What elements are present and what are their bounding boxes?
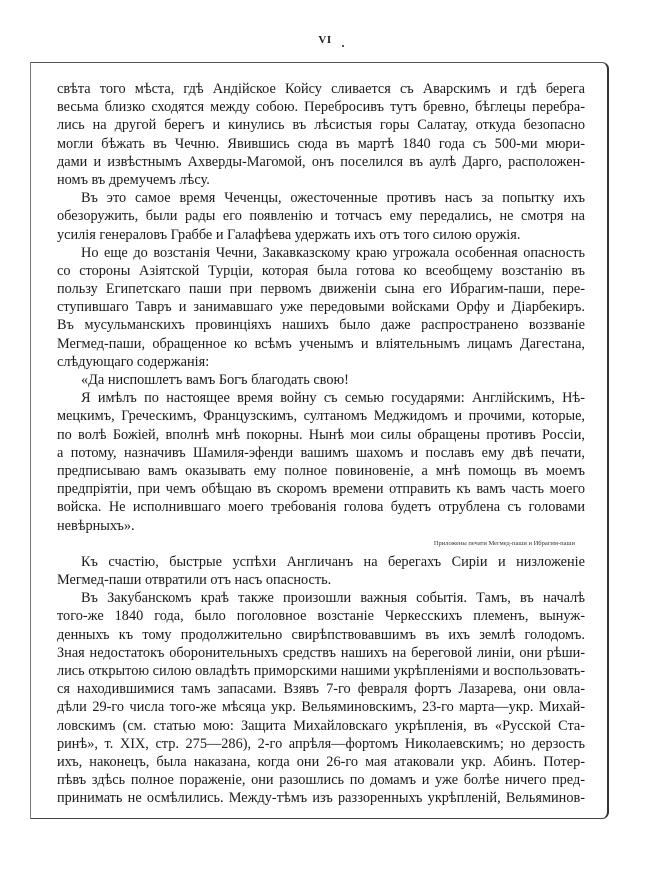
text-line: предпріятіи, при чемъ обѣщаю въ скоромъ времени отправить къ вамъ часть моего [57,481,585,498]
paragraph [57,589,585,807]
paragraph [57,389,585,535]
paragraph [57,189,585,244]
text-line: ринѣ», т. XIX, стр. 275—286), 2-го апрѣля—фортомъ Николаевскимъ; но дерзость [57,735,585,752]
paragraph [57,553,585,589]
text-line: Зная недостатокъ оборонительныхъ средствъ нашихъ на береговой линіи, они рѣши- [57,644,585,661]
text-line: номъ въ дремучемъ лѣсу. [57,171,210,188]
text-line: «Да ниспошлетъ вамъ Богъ благодать свою! [81,372,349,388]
text-line: невѣрныхъ». [57,517,135,534]
text-line: лись на другой берегъ и кинулись въ лѣсистыя горы Салатау, откуда безопасно [57,117,585,134]
text-line: того-же 1840 года, было поголовное возстаніе Черкесскихъ племенъ, вынуж- [57,608,585,625]
text-line: по волѣ Божіей, вполнѣ мнѣ покорны. Нынѣ мои силы обращены противъ Россіи, [57,426,585,443]
paragraph [57,371,585,389]
text-line: денныхъ къ тому продолжительно свирѣпствовавшимъ въ ихъ землѣ голодомъ. [57,626,585,643]
text-line: Мегмед-паши отвратили отъ насъ опасность. [57,572,332,589]
text-line: ся находившимися тамъ запасами. Взявъ 7-го февраля фортъ Лазарева, они овла- [57,681,585,698]
text-line: дами и извѣстнымъ Ахверды-Магомой, онъ поселился въ аулѣ Дарго, расположен- [57,153,585,170]
text-line: со стороны Азіятской Турціи, которая была готова ко всеобщему возстанію въ [57,262,585,279]
text-line: принимать не осмѣлились. Между-тѣмъ изъ раззоренныхъ укрѣпленій, Вельяминов- [57,790,585,807]
text-line: слѣдующаго содержанія: [57,353,210,370]
text-line: мецкимъ, Греческимъ, Французскимъ, султаномъ Меджидомъ и прочими, которые, [57,408,585,425]
text-line: войска. Не исполнившаго моего требованія голова будетъ отрублена съ головами [57,499,585,516]
seal-caption: Приложены печати Мегмед-паши и Ибрагим-паши [433,539,575,547]
paragraph [57,80,585,189]
text-line: обезоружить, были рады его появленію и тотчасъ ему передались, не смотря на [57,208,585,225]
text-line: дѣли 29-го числа того-же мѣсяца укр. Вельяминовскимъ, 23-го марта—укр. Михай- [57,699,585,716]
body-text [57,80,585,808]
text-line: пѣвъ здѣсь полное пораженіе, они разошлись по домамъ и уже болѣе ничего пред- [57,772,585,789]
text-line: Я имѣлъ по настоящее время войну съ семью государями: Англійскимъ, Нѣ- [81,390,585,407]
text-line: ступившаго Тавръ и занимавшаго уже передовыми войсками Орфу и Діарбекиръ. [57,299,585,316]
text-line: Въ мусульманскихъ провинціяхъ нашихъ было даже распространено воззваніе [57,317,585,334]
print-speck [342,45,344,47]
text-line: пользу Египетскаго паши при первомъ движеніи сына его Ибрагим-паши, пере- [57,281,585,298]
paragraph [57,244,585,371]
text-line: Въ это самое время Чеченцы, ожесточенные противъ насъ за попытку ихъ [81,190,585,207]
text-line: Къ счастію, быстрые успѣхи Англичанъ на берегахъ Сиріи и низложеніе [81,553,585,570]
text-line: ловскимъ (см. статью мою: Защита Михайловскаго укрѣпленія, въ «Русской Ста- [57,717,585,734]
text-line: Но еще до возстанія Чечни, Закавказскому краю угрожала особенная опасность [81,244,585,261]
text-line: могли бѣжать въ Чечню. Явившись сюда въ мартѣ 1840 года съ 500-ми мюри- [57,135,585,152]
text-line: свѣта того мѣста, гдѣ Андійское Койсу сливается съ Аварскимъ и гдѣ берега [57,81,585,97]
text-line: усилія генераловъ Граббе и Галафѣева удержать ихъ отъ того силою оружія. [57,226,521,243]
text-line: Мегмед-паши, обращенное ко всѣмъ ученымъ и вліятельнымъ лицамъ Дагестана, [57,335,585,352]
text-line: лись открытою силою овладѣть приморскими нашими укрѣпленіями и воспользовать- [57,663,585,679]
text-line: Въ Закубанскомъ краѣ также произошли важныя событія. Тамъ, въ началѣ [81,590,585,607]
text-line: а потому, назначивъ Шамиля-эфенди вашимъ шахомъ и пославъ ему двѣ печати, [57,444,585,461]
text-line: предписываю вамъ оказывать ему полное повиновеніе, а мнѣ помощь въ моемъ [57,462,585,479]
text-line: ихъ, наконецъ, была наказана, когда они 26-го мая атаковали укр. Абинъ. Потер- [57,753,585,770]
text-line: весьма близко сходятся между собою. Перебросивъ тутъ бревно, бѣглецы перебра- [57,99,585,116]
page-number: VI [318,34,332,46]
